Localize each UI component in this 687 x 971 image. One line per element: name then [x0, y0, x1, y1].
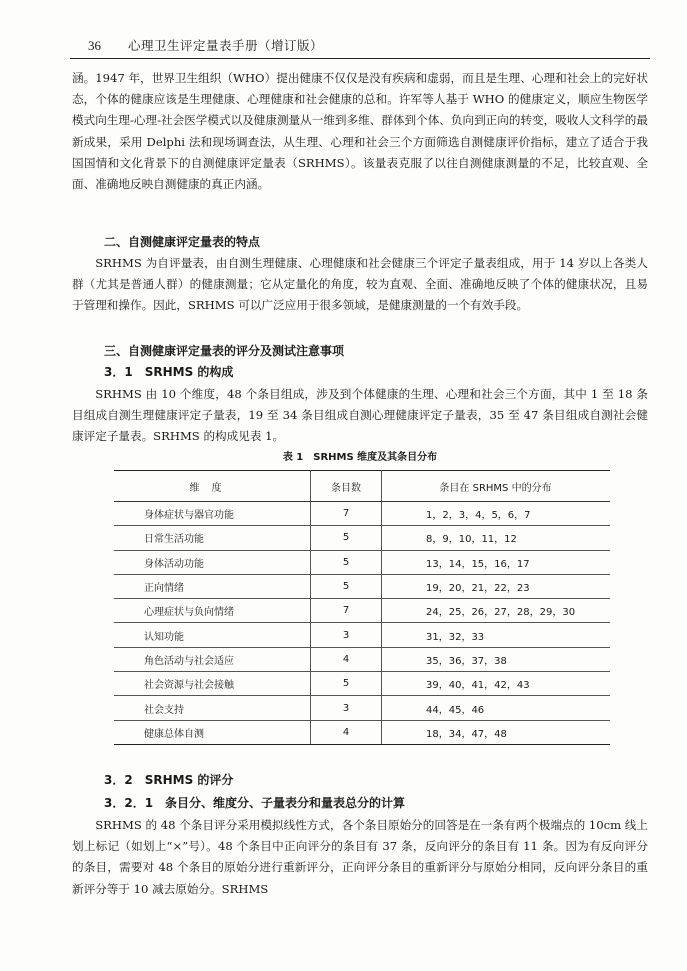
cell-item-distribution: 44，45，46 — [382, 696, 611, 720]
paragraph-features: SRHMS 为自评量表，由自测生理健康、心理健康和社会健康三个评定子量表组成，用于 14 岁以上各类人群（尤其是普通人群）的健康测量；它从定量化的角度，较为直观、全面、准确地反映了个体的健康状况，且易于管理和操作。因此，SRHMS 可以广泛应用于很多领域，是健康测量的一个有效手段。 — [72, 256, 648, 313]
cell-item-count: 7 — [311, 502, 382, 526]
column-header-item-distribution: 条目在 SRHMS 中的分布 — [382, 471, 611, 502]
cell-item-distribution: 13，14，15，16，17 — [382, 550, 611, 574]
subsection-heading-composition: 3．1 SRHMS 的构成 — [104, 365, 234, 379]
page-number: 36 — [88, 38, 101, 53]
cell-item-count: 7 — [311, 599, 382, 623]
cell-item-distribution: 18，34，47，48 — [382, 720, 611, 744]
table-row — [114, 720, 610, 744]
cell-item-count: 4 — [311, 720, 382, 744]
dimension-table — [114, 470, 610, 745]
cell-dimension: 身体症状与器官功能 — [114, 502, 311, 526]
table-caption: 表 1 SRHMS 维度及其条目分布 — [282, 452, 438, 463]
cell-item-distribution: 19，20，21，22，23 — [382, 574, 611, 598]
table-row — [114, 647, 610, 671]
cell-dimension: 社会资源与社会接触 — [114, 672, 311, 696]
paragraph-scoring-method: SRHMS 的 48 个条目评分采用模拟线性方式，各个条目原始分的回答是在一条有两个极端点的 10cm 线上划上标记（如划上“×”号）。48 个条目中正向评分的条目有 37 条，反向评分的条目有 11 条。因为有反向评分的条目，需要对 48 个条目的原始分进行重新评分，正向评分条目的重新评分与原始分相同，反向评分条目的重新评分等于 10 减去原始分。SRHMS — [72, 818, 648, 896]
table-row — [114, 599, 610, 623]
cell-dimension: 心理症状与负向情绪 — [114, 599, 311, 623]
cell-dimension: 日常生活功能 — [114, 526, 311, 550]
table-row — [114, 574, 610, 598]
cell-item-count: 5 — [311, 574, 382, 598]
table-row — [114, 526, 610, 550]
column-header-dimension: 维度 — [114, 471, 311, 502]
cell-item-distribution: 24，25，26，27，28，29，30 — [382, 599, 611, 623]
cell-dimension: 认知功能 — [114, 623, 311, 647]
cell-item-distribution: 35，36，37，38 — [382, 647, 611, 671]
column-header-item-count: 条目数 — [311, 471, 382, 502]
cell-item-count: 3 — [311, 696, 382, 720]
cell-item-count: 5 — [311, 672, 382, 696]
table-row — [114, 502, 610, 526]
cell-dimension: 健康总体自测 — [114, 720, 311, 744]
subsection-heading-scoring: 3．2 SRHMS 的评分 — [104, 773, 234, 787]
table-header-row — [114, 471, 610, 502]
cell-item-distribution: 1，2，3，4，5，6，7 — [382, 502, 611, 526]
table-row — [114, 623, 610, 647]
section-heading-features: 二、自测健康评定量表的特点 — [104, 235, 261, 249]
cell-item-count: 5 — [311, 550, 382, 574]
subsection-heading-score-calculation: 3．2．1 条目分、维度分、子量表分和量表总分的计算 — [104, 796, 406, 810]
cell-item-count: 3 — [311, 623, 382, 647]
cell-item-distribution: 31，32，33 — [382, 623, 611, 647]
cell-item-count: 4 — [311, 647, 382, 671]
cell-dimension: 角色活动与社会适应 — [114, 647, 311, 671]
cell-item-distribution: 39，40，41，42，43 — [382, 672, 611, 696]
table-row — [114, 550, 610, 574]
paragraph-intro-continuation: 涵。1947 年，世界卫生组织（WHO）提出健康不仅仅是没有疾病和虚弱，而且是生理、心理和社会上的完好状态，个体的健康应该是生理健康、心理健康和社会健康的总和。许军等人基于 WHO 的健康定义，顺应生物医学模式向生理-心理-社会医学模式以及健康测量从一维到多维、群体到个体、负向到正向的转变，吸收人文科学的最新成果，采用 Delphi 法和现场调查法，从生理、心理和社会三个方面筛选自测健康评价指标，建立了适合于我国国情和文化背景下的自测健康评定量表（SRHMS）。该量表克服了以往自测健康测量的不足，比较直观、全面、准确地反映自测健康的真正内涵。 — [72, 71, 648, 192]
cell-item-distribution: 8，9，10，11，12 — [382, 526, 611, 550]
cell-item-count: 5 — [311, 526, 382, 550]
cell-dimension: 社会支持 — [114, 696, 311, 720]
table-row — [114, 672, 610, 696]
cell-dimension: 正向情绪 — [114, 574, 311, 598]
cell-dimension: 身体活动功能 — [114, 550, 311, 574]
running-header — [70, 36, 650, 59]
book-title: 心理卫生评定量表手册（增订版） — [128, 38, 324, 53]
section-heading-scoring: 三、自测健康评定量表的评分及测试注意事项 — [104, 344, 345, 358]
paragraph-composition: SRHMS 由 10 个维度，48 个条目组成，涉及到个体健康的生理、心理和社会三个方面，其中 1 至 18 条目组成自测生理健康评定子量表，19 至 34 条目组成自测心理健康评定子量表，35 至 47 条目组成自测社会健康评定子量表。SRHMS 的构成见表 1。 — [72, 387, 648, 444]
table-row — [114, 696, 610, 720]
